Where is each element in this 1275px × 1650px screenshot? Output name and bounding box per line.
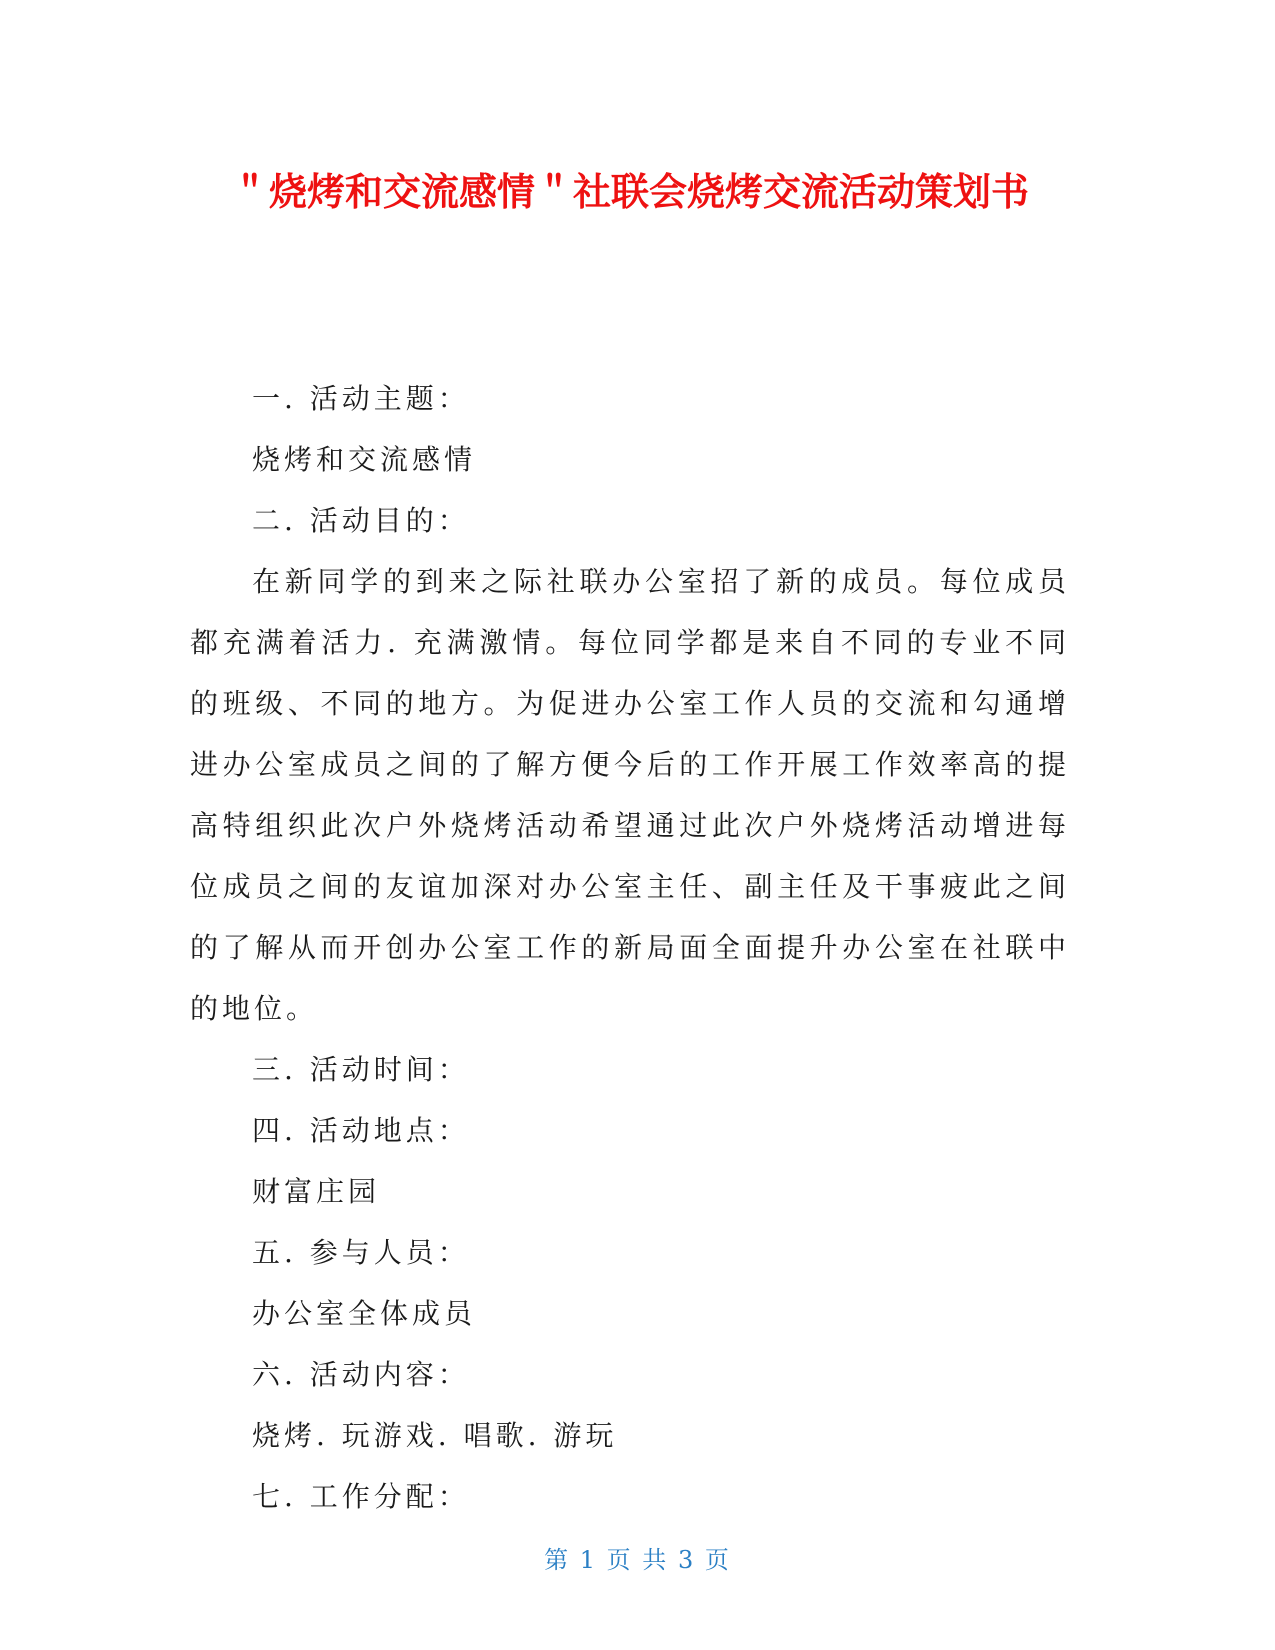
theme-value: 烧烤和交流感情 — [252, 443, 477, 476]
content-value: 烧烤. 玩游戏. 唱歌. 游玩 — [252, 1419, 618, 1452]
heading-purpose: 二. 活动目的： — [252, 504, 470, 537]
heading-location: 四. 活动地点： — [252, 1114, 470, 1147]
heading-content: 六. 活动内容： — [252, 1358, 470, 1391]
page-number-footer: 第 1 页 共 3 页 — [544, 1546, 731, 1574]
heading-assignment: 七. 工作分配： — [252, 1480, 470, 1513]
participants-value: 办公室全体成员 — [252, 1297, 477, 1330]
heading-theme: 一. 活动主题： — [252, 382, 470, 415]
heading-participants: 五. 参与人员： — [252, 1236, 470, 1269]
document-title: ＂烧烤和交流感情＂社联会烧烤交流活动策划书 — [230, 170, 1029, 214]
heading-time: 三. 活动时间： — [252, 1053, 470, 1086]
location-value: 财富庄园 — [252, 1175, 381, 1208]
document-body — [190, 368, 1070, 1527]
purpose-paragraph: 在新同学的到来之际社联办公室招了新的成员。每位成员都充满着活力. 充满激情。每位同学都是来自不同的专业不同的班级、不同的地方。为促进办公室工作人员的交流和勾通增进办公室成员之间的了解方便今后的工作开展工作效率高的提高特组织此次户外烧烤活动希望通过此次户外烧烤活动增进每位成员之间的友谊加深对办公室主任、副主任及干事疲此之间的了解从而开创办公室工作的新局面全面提升办公室在社联中的地位。 — [190, 565, 1070, 1025]
